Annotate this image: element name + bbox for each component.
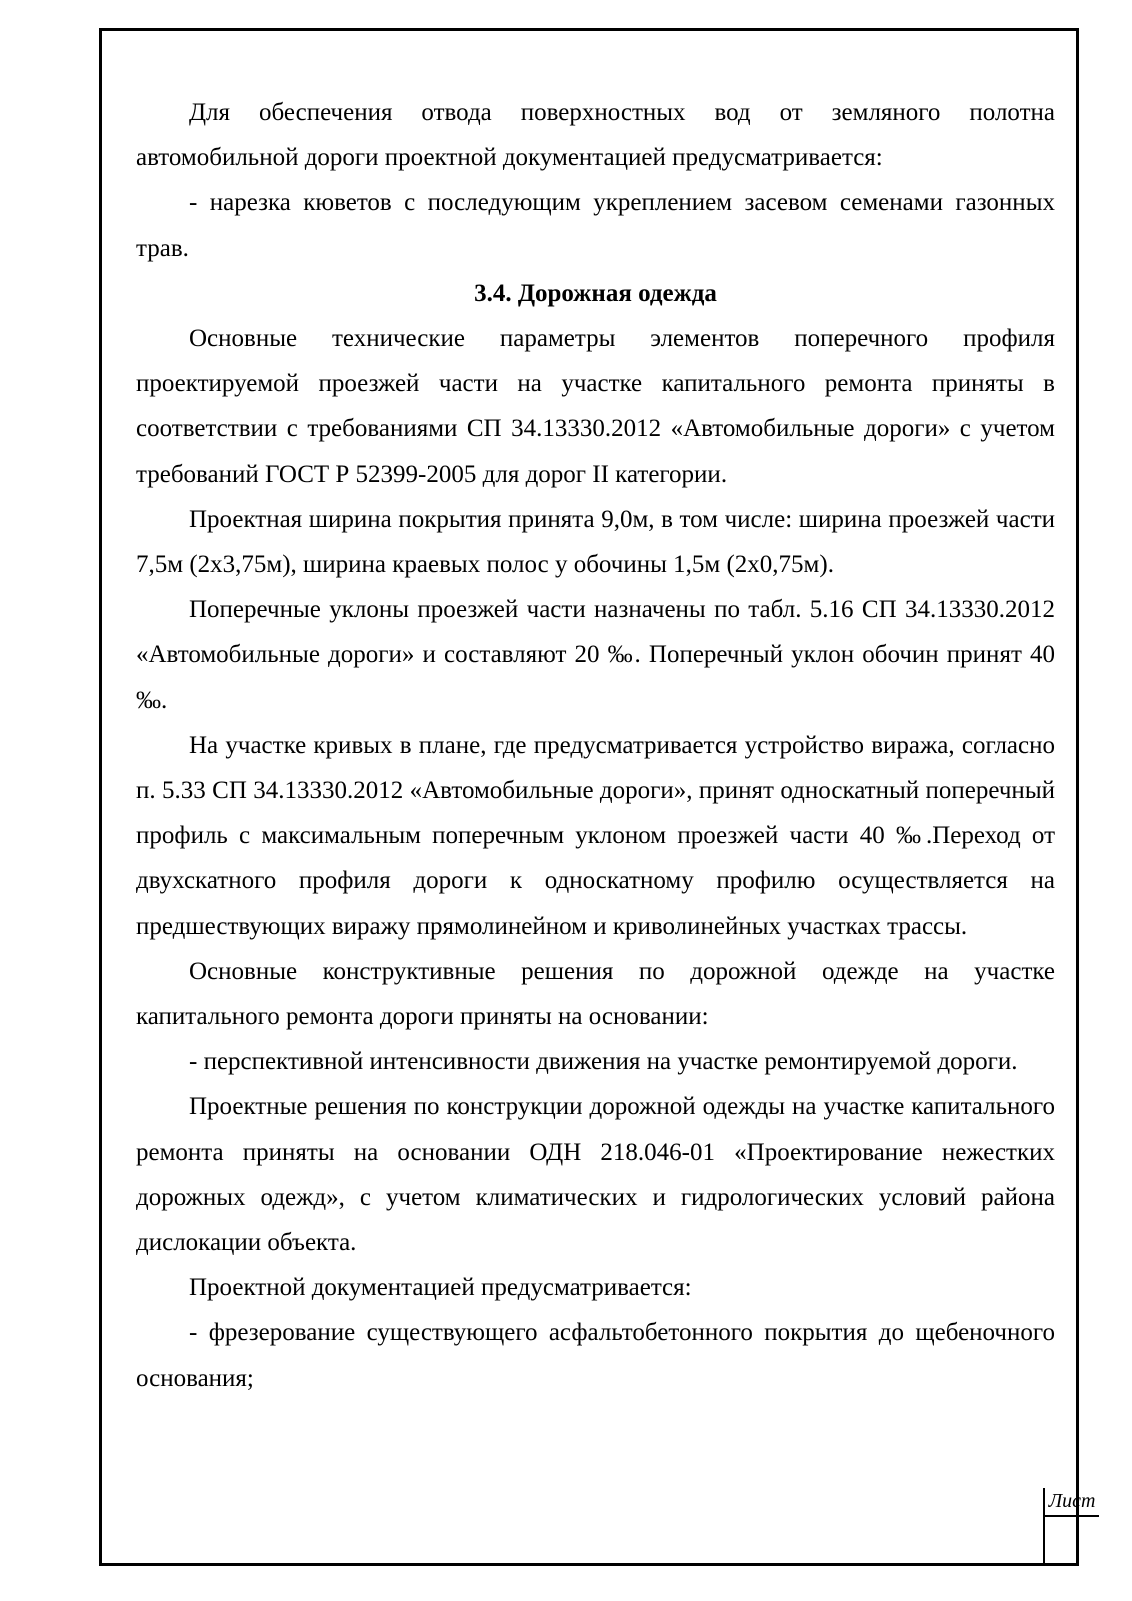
sheet-label: Лист bbox=[1045, 1488, 1099, 1517]
paragraph-pavement-width: Проектная ширина покрытия принята 9,0м, в том числе: ширина проезжей части 7,5м (2х3,75м), ширина краевых полос у обочины 1,5м (2х0,75м). bbox=[136, 505, 1055, 579]
paragraph-provisions: Проектной документацией предусматривается: bbox=[189, 1274, 692, 1302]
sheet-number bbox=[1045, 1517, 1099, 1563]
section-heading: 3.4. Дорожная одежда bbox=[474, 279, 717, 307]
paragraph-cross-slopes: Поперечные уклоны проезжей части назначены по табл. 5.16 СП 34.13330.2012 «Автомобильные дороги» и составляют 20 ‰. Поперечный уклон обочин принят 40 ‰. bbox=[136, 596, 1055, 714]
paragraph-curves: На участке кривых в плане, где предусматривается устройство виража, согласно п. 5.33 СП 34.13330.2012 «Автомобильные дороги», принят односкатный поперечный профиль с максимальным поперечным уклоном проезжей части 40 ‰.Переход от двухскатного профиля дороги к односкатному профилю осуществляется на предшествующих виражу прямолинейном и криволинейных участках трассы. bbox=[136, 731, 1055, 940]
list-item-traffic: - перспективной интенсивности движения на участке ремонтируемой дороги. bbox=[189, 1048, 1018, 1076]
list-item-milling: - фрезерование существующего асфальтобетонного покрытия до щебеночного основания; bbox=[136, 1319, 1055, 1392]
sheet-stamp bbox=[1043, 1488, 1099, 1563]
paragraph-design-basis: Основные конструктивные решения по дорожной одежде на участке капитального ремонта дороги приняты на основании: bbox=[136, 957, 1055, 1031]
paragraph-cross-profile: Основные технические параметры элементов поперечного профиля проектируемой проезжей части на участке капитального ремонта приняты в соответствии с требованиями СП 34.13330.2012 «Автомобильные дороги» с учетом требований ГОСТ Р 52399-2005 для дорог II категории. bbox=[136, 325, 1055, 488]
document-body bbox=[136, 90, 1055, 1401]
paragraph-drainage: Для обеспечения отвода поверхностных вод от земляного полотна автомобильной дороги проектной документацией предусматривается: bbox=[136, 99, 1055, 172]
paragraph-design-decisions: Проектные решения по конструкции дорожной одежды на участке капитального ремонта приняты на основании ОДН 218.046-01 «Проектирование нежестких дорожных одежд», с учетом климатических и гидрологических условий района дислокации объекта. bbox=[136, 1093, 1055, 1257]
list-item-ditches: - нарезка кюветов с последующим укреплением засевом семенами газонных трав. bbox=[136, 189, 1055, 262]
